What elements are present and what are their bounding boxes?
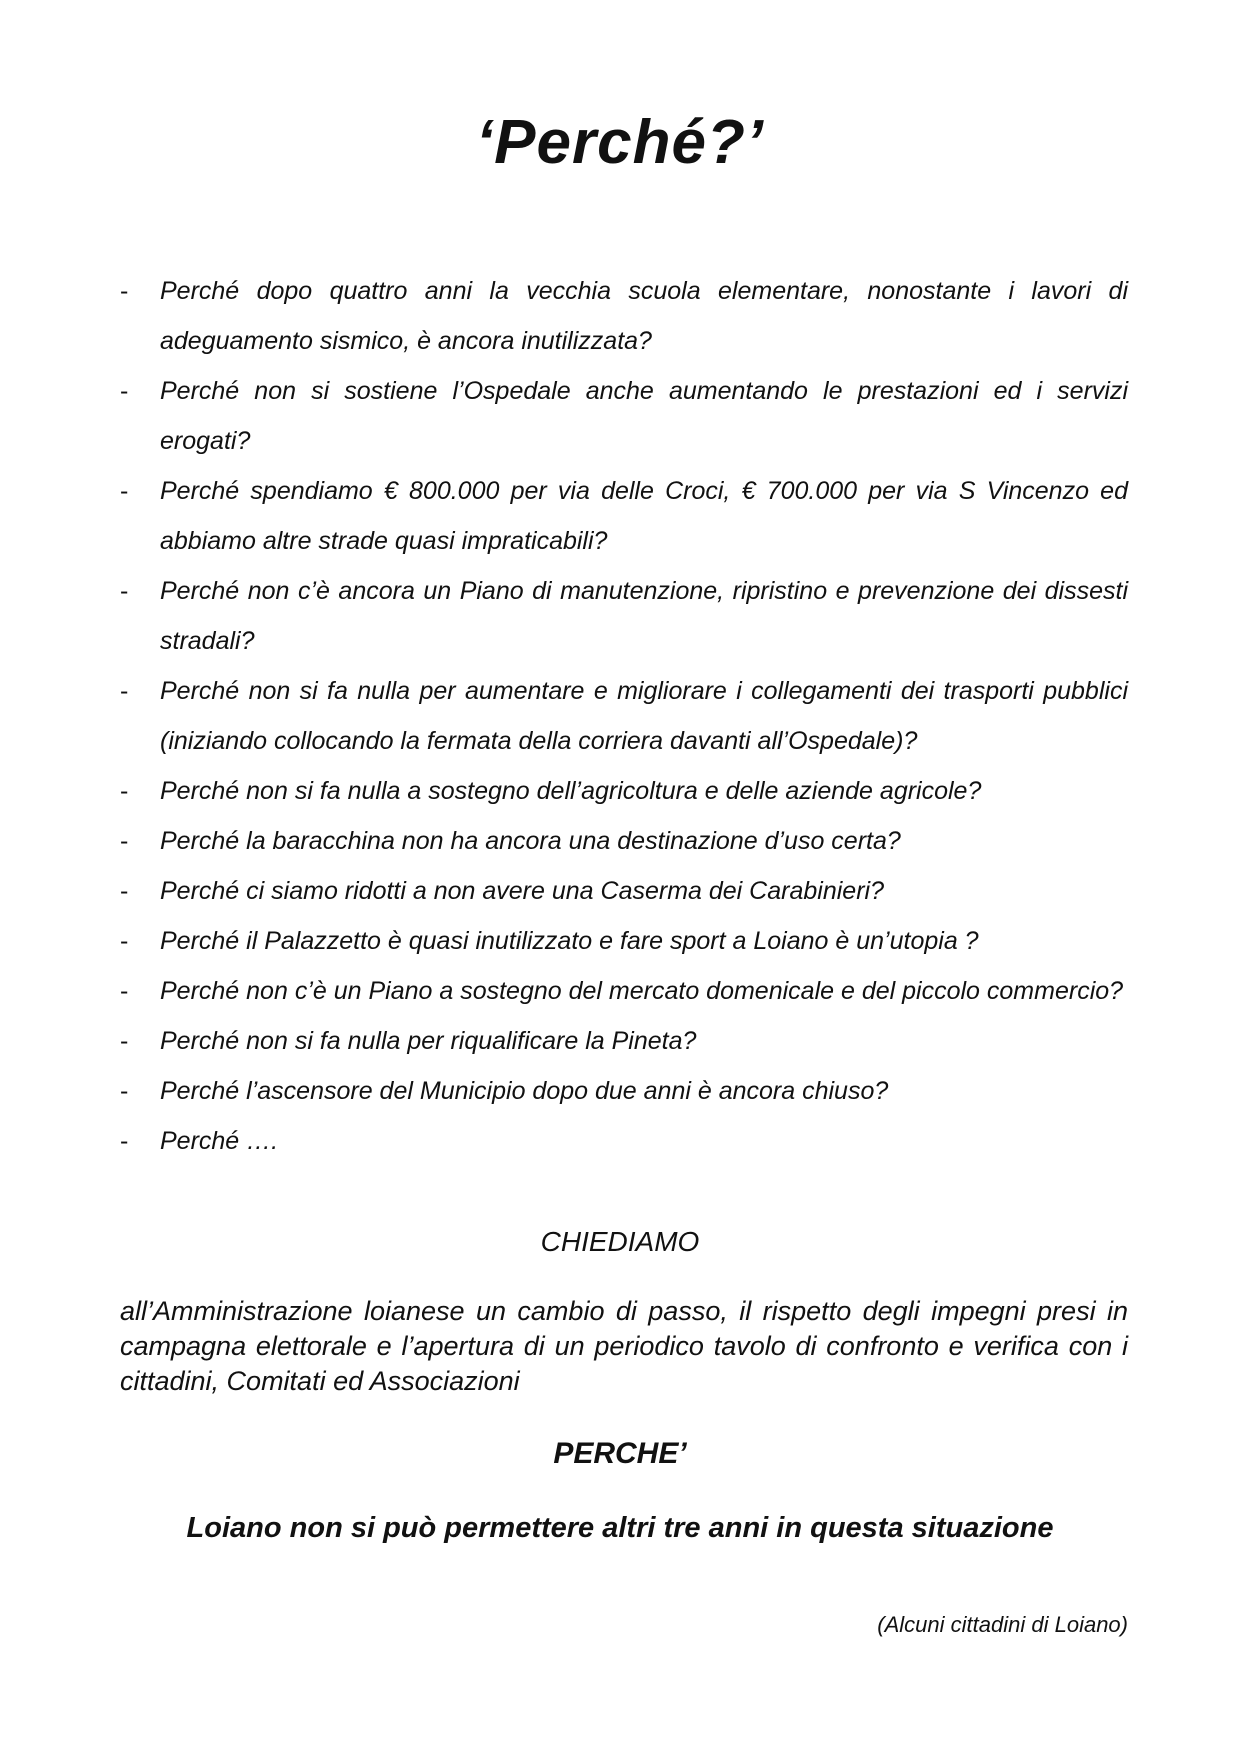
question-text: Perché non si fa nulla per riqualificare la Pineta? — [160, 1027, 697, 1055]
list-item — [120, 566, 1128, 666]
bullet-dash: - — [120, 977, 129, 1005]
question-text: Perché non si fa nulla a sostegno dell’agricoltura e delle aziende agricole? — [160, 777, 982, 805]
slogan: Loiano non si può permettere altri tre anni in questa situazione — [186, 1512, 1054, 1544]
question-text: Perché non c’è un Piano a sostegno del mercato domenicale e del piccolo commercio? — [160, 977, 1124, 1005]
list-item — [120, 766, 1128, 816]
list-item — [120, 916, 1128, 966]
bullet-dash: - — [120, 827, 129, 855]
bullet-dash: - — [120, 1077, 129, 1105]
perche-heading: PERCHE’ — [553, 1437, 687, 1470]
signature: (Alcuni cittadini di Loiano) — [877, 1612, 1128, 1637]
question-text: Perché ci siamo ridotti a non avere una Caserma dei Carabinieri? — [160, 877, 884, 905]
questions-list — [120, 266, 1128, 1166]
request-paragraph: all’Amministrazione loianese un cambio di passo, il rispetto degli impegni presi in campagna elettorale e l’apertura di un periodico tavolo di confronto e verifica con i cittadini, Comitati ed Associazioni — [120, 1296, 1128, 1396]
question-text: Perché dopo quattro anni la vecchia scuola elementare, nonostante i lavori di adeguamento sismico, è ancora inutilizzata? — [160, 277, 1128, 355]
bullet-dash: - — [120, 277, 129, 305]
list-item — [120, 266, 1128, 366]
question-text: Perché non si fa nulla per aumentare e migliorare i collegamenti dei trasporti pubblici (iniziando collocando la fermata della corriera davanti all’Ospedale)? — [160, 677, 1128, 755]
list-item — [120, 1016, 1128, 1066]
bullet-dash: - — [120, 577, 129, 605]
question-text: Perché non si sostiene l’Ospedale anche aumentando le prestazioni ed i servizi erogati? — [160, 377, 1128, 455]
list-item — [120, 1116, 1128, 1166]
page-title: ‘Perché?’ — [475, 108, 765, 177]
question-text: Perché l’ascensore del Municipio dopo due anni è ancora chiuso? — [160, 1077, 889, 1105]
bullet-dash: - — [120, 1127, 129, 1155]
bullet-dash: - — [120, 377, 129, 405]
question-text: Perché non c’è ancora un Piano di manutenzione, ripristino e prevenzione dei dissesti stradali? — [160, 577, 1128, 655]
list-item — [120, 466, 1128, 566]
question-text: Perché la baracchina non ha ancora una destinazione d’uso certa? — [160, 827, 901, 855]
question-text: Perché il Palazzetto è quasi inutilizzato e fare sport a Loiano è un’utopia ? — [160, 927, 979, 955]
question-text: Perché …. — [160, 1127, 279, 1155]
list-item — [120, 366, 1128, 466]
list-item — [120, 866, 1128, 916]
list-item — [120, 1066, 1128, 1116]
list-item — [120, 816, 1128, 866]
bullet-dash: - — [120, 927, 129, 955]
list-item — [120, 966, 1128, 1016]
bullet-dash: - — [120, 477, 129, 505]
bullet-dash: - — [120, 877, 129, 905]
bullet-dash: - — [120, 677, 129, 705]
question-text: Perché spendiamo € 800.000 per via delle Croci, € 700.000 per via S Vincenzo ed abbiamo altre strade quasi impraticabili? — [160, 477, 1128, 555]
bullet-dash: - — [120, 1027, 129, 1055]
chiediamo-heading: CHIEDIAMO — [540, 1226, 700, 1257]
bullet-dash: - — [120, 777, 129, 805]
list-item — [120, 666, 1128, 766]
